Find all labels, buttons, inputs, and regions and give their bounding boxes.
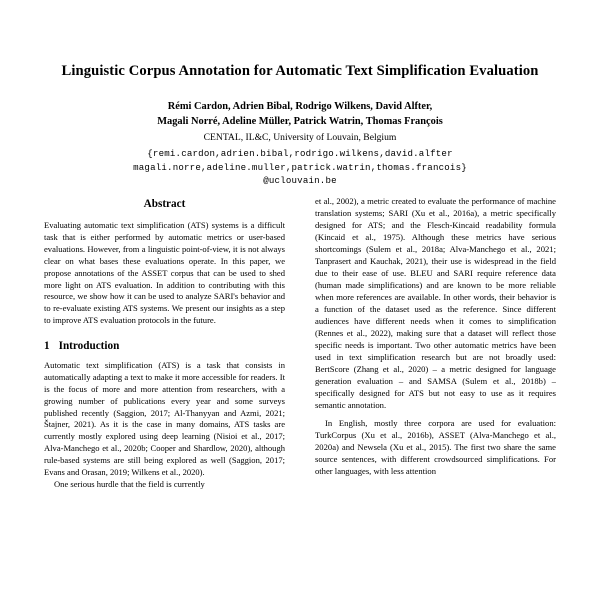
author-line-2: Magali Norré, Adeline Müller, Patrick Watrin, Thomas François	[157, 116, 443, 127]
author-list	[44, 100, 556, 130]
left-column	[44, 196, 285, 600]
section-title: Introduction	[58, 339, 120, 352]
email-line-1: {remi.cardon,adrien.bibal,rodrigo.wilkens,david.alfter	[147, 148, 453, 160]
right-column	[315, 196, 556, 600]
section-number: 1	[44, 339, 50, 352]
introduction-heading	[44, 340, 285, 353]
author-emails	[44, 147, 556, 187]
introduction-paragraph-1: Automatic text simplification (ATS) is a task that consists in automatically adapting a text to make it more accessible for readers. It is the focus of more and more attention from researchers, with a growing number of publications every year and some surveys published recently (Saggion, 2017; Al-Thanyyan and Azmi, 2021; Štajner, 2021). As it is the case in many domains, ATS tasks are currently mostly explored using deep learning (Nisioi et al., 2017; Alva-Manchego et al., 2020b; Cooper and Shardlow, 2020), although rule-based systems are still being explored as well (Saggion, 2017; Evans and Orasan, 2019; Wilkens et al., 2020).	[44, 360, 285, 477]
author-line-1: Rémi Cardon, Adrien Bibal, Rodrigo Wilkens, David Alfter,	[167, 101, 433, 113]
affiliation: CENTAL, IL&C, University of Louvain, Belgium	[203, 131, 397, 143]
abstract-paragraph: Evaluating automatic text simplification (ATS) systems is a difficult task that is either performed by automatic metrics or user-based evaluations. However, from a linguistic point-of-view, it is not always clear on what bases these evaluations operate. In this paper, we propose annotations of the ASSET corpus that can be used to shed more light on ATS evaluation. In addition to contributing with this resource, we show how it can be used to analyze SARI's behavior and to re-evaluate existing ATS systems. We present our insights as a step to improve ATS evaluation protocols in the future.	[44, 220, 285, 326]
email-line-3: @uclouvain.be	[263, 174, 337, 186]
title-block	[0, 0, 600, 187]
page-title: Linguistic Corpus Annotation for Automatic Text Simplification Evaluation	[61, 63, 539, 79]
email-line-2: magali.norre,adeline.muller,patrick.watrin,thomas.francois}	[133, 161, 467, 173]
body-columns	[0, 196, 600, 600]
abstract-heading: Abstract	[143, 198, 186, 210]
introduction-paragraph-2: One serious hurdle that the field is currently	[54, 478, 205, 489]
right-column-paragraph-1: et al., 2002), a metric created to evaluate the performance of machine translation systems; SARI (Xu et al., 2016a), a metric specifically designed for ATS; and the Flesch-Kincaid readability formula (Kincaid et al., 1975). Although these metrics have serious shortcomings (Sulem et al., 2018a; Alva-Manchego et al., 2021; Tanprasert and Kauchak, 2021), their use is widespread in the field due to their ease of use. BLEU and SARI require reference data (human made simplifications) and are known to be more reliable when more references are available. In other words, their behavior is a function of the dataset used as the reference. Since different audiences have different needs when it comes to simplification (Rennes et al., 2022), making sure that a dataset will reflect those specific needs is important. Two other automatic metrics have been used in text simplification research but are not broadly used: BertScore (Zhang et al., 2020) – a metric designed for language generation evaluation – and SAMSA (Sulem et al., 2018b) – specifically designed for ATS but not easy to use as it requires semantic annotation.	[315, 196, 556, 410]
right-column-paragraph-2: In English, mostly three corpora are used for evaluation: TurkCorpus (Xu et al., 2016b), ASSET (Alva-Manchego et al., 2020a) and Newsela (Xu et al., 2015). The first two share the same source sentences, with different crowdsourced simplifications. For other languages, with less attention	[315, 417, 556, 476]
